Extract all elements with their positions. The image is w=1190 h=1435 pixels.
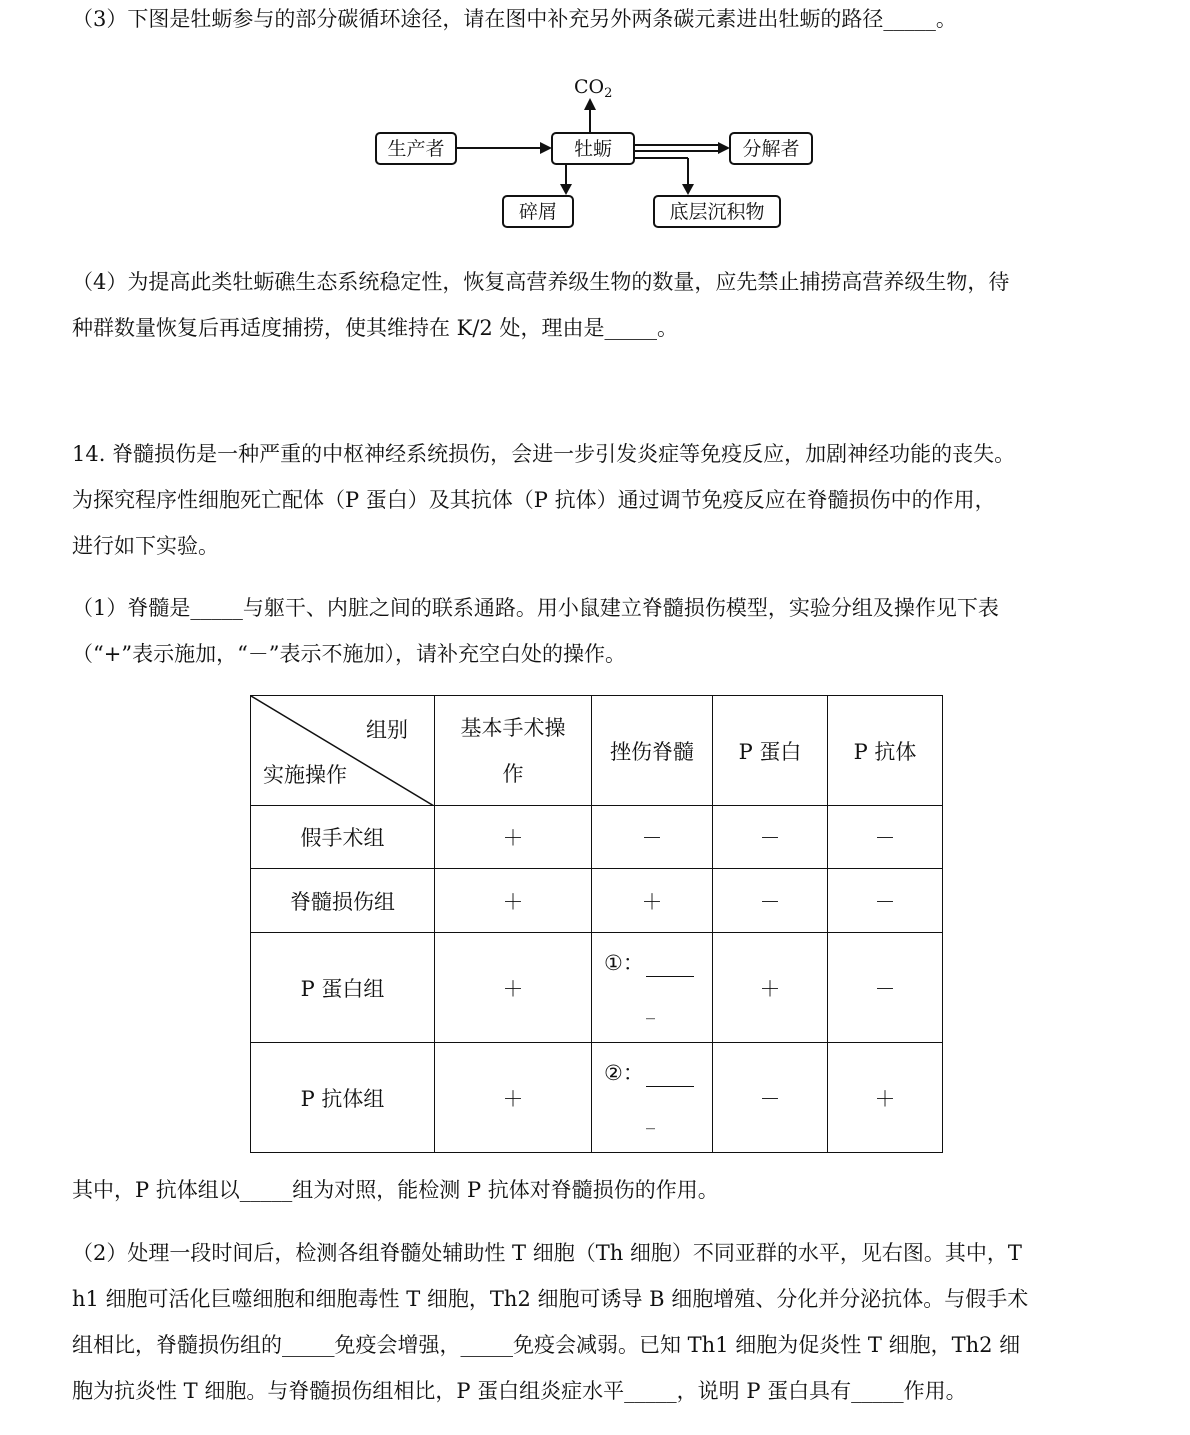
header-basic-surgery [435, 696, 592, 806]
blank-1-marker: ①： [604, 951, 644, 975]
producer-label: 生产者 [387, 138, 445, 160]
blank-2-underline [646, 1070, 694, 1087]
table-cell: ＋ [435, 933, 592, 1043]
arrowhead-oyster [540, 142, 552, 154]
table-cell: ＋ [713, 933, 828, 1043]
row-label-sham: 假手术组 [251, 806, 435, 869]
blank-2-line1 [604, 1057, 694, 1087]
table-cell: ＋ [592, 869, 713, 933]
header-spinal-contusion: 挫伤脊髓 [592, 696, 713, 806]
header-basic-surgery-line1: 基本手术操 [460, 715, 566, 740]
table-cell: － [713, 1043, 828, 1153]
oyster-label: 牡蛎 [573, 138, 613, 160]
table-row [251, 806, 943, 869]
blank-1-tail: _ [646, 999, 655, 1020]
detritus-label: 碎屑 [518, 201, 558, 223]
table-cell: － [828, 869, 943, 933]
corner-cell [251, 696, 435, 806]
sediment-label: 底层沉积物 [669, 201, 765, 223]
question-4-text: （4）为提高此类牡蛎礁生态系统稳定性，恢复高营养级生物的数量，应先禁止捕捞高营养级生物，待 种群数量恢复后再适度捕捞，使其维持在 K/2 处，理由是_____。 [72, 270, 1010, 340]
table-cell: ＋ [435, 806, 592, 869]
row-label-p-protein: P 蛋白组 [251, 933, 435, 1043]
question-14-intro: 14. 脊髓损伤是一种严重的中枢神经系统损伤，会进一步引发炎症等免疫反应，加剧神经功能的丧失。 为探究程序性细胞死亡配体（P 蛋白）及其抗体（P 抗体）通过调节免疫反应在脊髓损伤中的作用， 进行如下实验。 [72, 442, 1016, 558]
table-row [251, 1043, 943, 1153]
corner-diagonal [251, 696, 434, 806]
question-14-part-2: （2）处理一段时间后，检测各组脊髓处辅助性 T 细胞（Th 细胞）不同亚群的水平，见右图。其中，T h1 细胞可活化巨噬细胞和细胞毒性 T 细胞，Th2 细胞可诱导 B 细胞增殖、分化并分泌抗体。与假手术 组相比，脊髓损伤组的_____免疫会增强，_____免疫会减弱。已知 Th1 细胞为促炎性 T 细胞，Th2 细 胞为抗炎性 T 细胞。与脊髓损伤组相比，P 蛋白组炎症水平_____，说明 P 蛋白具有_____作用。 [72, 1241, 1029, 1403]
corner-top-label: 组别 [366, 718, 408, 742]
corner-bottom-label: 实施操作 [263, 763, 347, 787]
row-label-p-antibody: P 抗体组 [251, 1043, 435, 1153]
question-3-text: （3）下图是牡蛎参与的部分碳循环途径，请在图中补充另外两条碳元素进出牡蛎的路径_____。 [72, 7, 957, 31]
table-header-row [251, 696, 943, 806]
question-14-part-1: （1）脊髓是_____与躯干、内脏之间的联系通路。用小鼠建立脊髓损伤模型，实验分组及操作见下表 （“+”表示施加，“－”表示不施加），请补充空白处的操作。 [72, 596, 999, 666]
table-cell: ＋ [435, 869, 592, 933]
row-label-injury: 脊髓损伤组 [251, 869, 435, 933]
carbon-cycle-diagram [0, 0, 1190, 240]
header-p-protein: P 蛋白 [713, 696, 828, 806]
blank-1-underline [646, 960, 694, 977]
header-basic-surgery-line2: 作 [502, 761, 524, 786]
blank-1-line1 [604, 947, 694, 977]
table-cell: ＋ [828, 1043, 943, 1153]
table-row [251, 933, 943, 1043]
arrowhead-sediment [682, 184, 694, 195]
table-row [251, 869, 943, 933]
decomposer-label: 分解者 [742, 138, 800, 160]
blank-cell-2[interactable] [592, 1043, 713, 1153]
arrowhead-decomposer [718, 142, 730, 154]
table-cell: － [828, 933, 943, 1043]
arrowhead-detritus [560, 184, 572, 195]
after-table-text: 其中，P 抗体组以_____组为对照，能检测 P 抗体对脊髓损伤的作用。 [72, 1178, 719, 1202]
table-cell: ＋ [435, 1043, 592, 1153]
header-p-antibody: P 抗体 [828, 696, 943, 806]
blank-cell-1[interactable] [592, 933, 713, 1043]
table-cell: － [828, 806, 943, 869]
arrowhead-co2 [584, 98, 596, 110]
table-cell: － [713, 806, 828, 869]
table-cell: － [713, 869, 828, 933]
blank-2-marker: ②： [604, 1061, 644, 1085]
experiment-table [250, 695, 943, 1153]
table-cell: － [592, 806, 713, 869]
co2-label: $CO_2$ [574, 76, 613, 101]
blank-2-tail: _ [646, 1109, 655, 1130]
